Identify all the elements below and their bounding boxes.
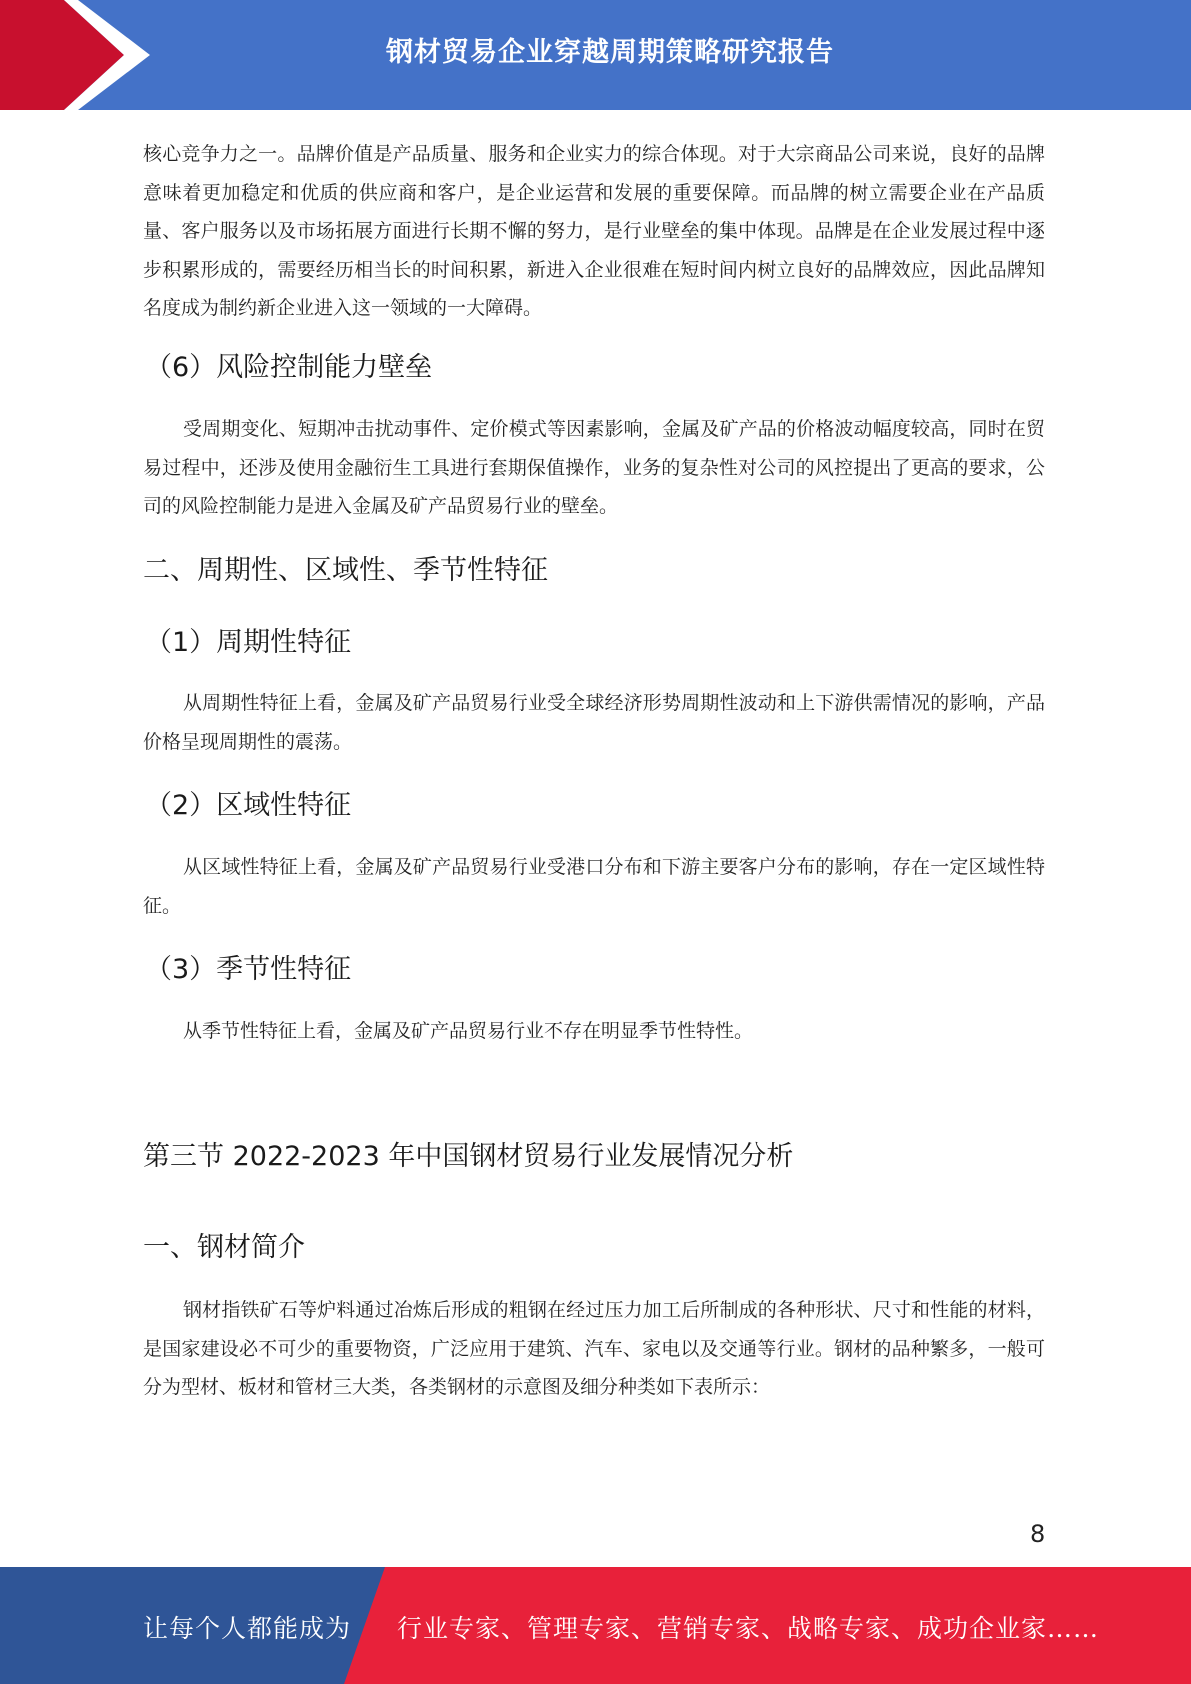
heading-features: 二、周期性、区域性、季节性特征: [143, 555, 548, 586]
page-footer: [0, 1567, 1191, 1684]
footer-slogan-left: 让每个人都能成为: [143, 1614, 352, 1643]
paragraph-cyclical: 从周期性特征上看，金属及矿产品贸易行业受全球经济形势周期性波动和上下游供需情况的影响，产品价格呈现周期性的震荡。: [143, 692, 1045, 753]
heading-section-3: 第三节 2022-2023 年中国钢材贸易行业发展情况分析: [143, 1141, 794, 1172]
heading-cyclical: （1）周期性特征: [145, 627, 352, 658]
footer-slogan-right: 行业专家、管理专家、营销专家、战略专家、成功企业家……: [397, 1614, 1100, 1643]
page-number: 8: [1030, 1520, 1046, 1548]
header-chevron-decoration: [0, 0, 160, 110]
paragraph-brand: 核心竞争力之一。品牌价值是产品质量、服务和企业实力的综合体现。对于大宗商品公司来说，良好的品牌意味着更加稳定和优质的供应商和客户，是企业运营和发展的重要保障。而品牌的树立需要企业在产品质量、客户服务以及市场拓展方面进行长期不懈的努力，是行业壁垒的集中体现。品牌是在企业发展过程中逐步积累形成的，需要经历相当长的时间积累，新进入企业很难在短时间内树立良好的品牌效应，因此品牌知名度成为制约新企业进入这一领域的一大障碍。: [143, 143, 1045, 319]
heading-regional: （2）区域性特征: [145, 790, 352, 821]
heading-risk-control-barrier: （6）风险控制能力壁垒: [145, 352, 433, 383]
paragraph-steel-intro: 钢材指铁矿石等炉料通过冶炼后形成的粗钢在经过压力加工后所制成的各种形状、尺寸和性能的材料，是国家建设必不可少的重要物资，广泛应用于建筑、汽车、家电以及交通等行业。钢材的品种繁多，一般可分为型材、板材和管材三大类，各类钢材的示意图及细分种类如下表所示：: [143, 1299, 1045, 1398]
paragraph-regional: 从区域性特征上看，金属及矿产品贸易行业受港口分布和下游主要客户分布的影响，存在一定区域性特征。: [143, 856, 1045, 917]
heading-seasonal: （3）季节性特征: [145, 954, 352, 985]
paragraph-risk-control: 受周期变化、短期冲击扰动事件、定价模式等因素影响，金属及矿产品的价格波动幅度较高，同时在贸易过程中，还涉及使用金融衍生工具进行套期保值操作，业务的复杂性对公司的风控提出了更高的要求，公司的风险控制能力是进入金属及矿产品贸易行业的壁垒。: [143, 418, 1045, 517]
paragraph-seasonal: 从季节性特征上看，金属及矿产品贸易行业不存在明显季节性特性。: [183, 1020, 754, 1042]
report-title: 钢材贸易企业穿越周期策略研究报告: [386, 37, 834, 68]
heading-steel-intro: 一、钢材简介: [143, 1232, 305, 1263]
page-header: [0, 0, 1191, 110]
red-chevron-shape: [0, 0, 124, 110]
